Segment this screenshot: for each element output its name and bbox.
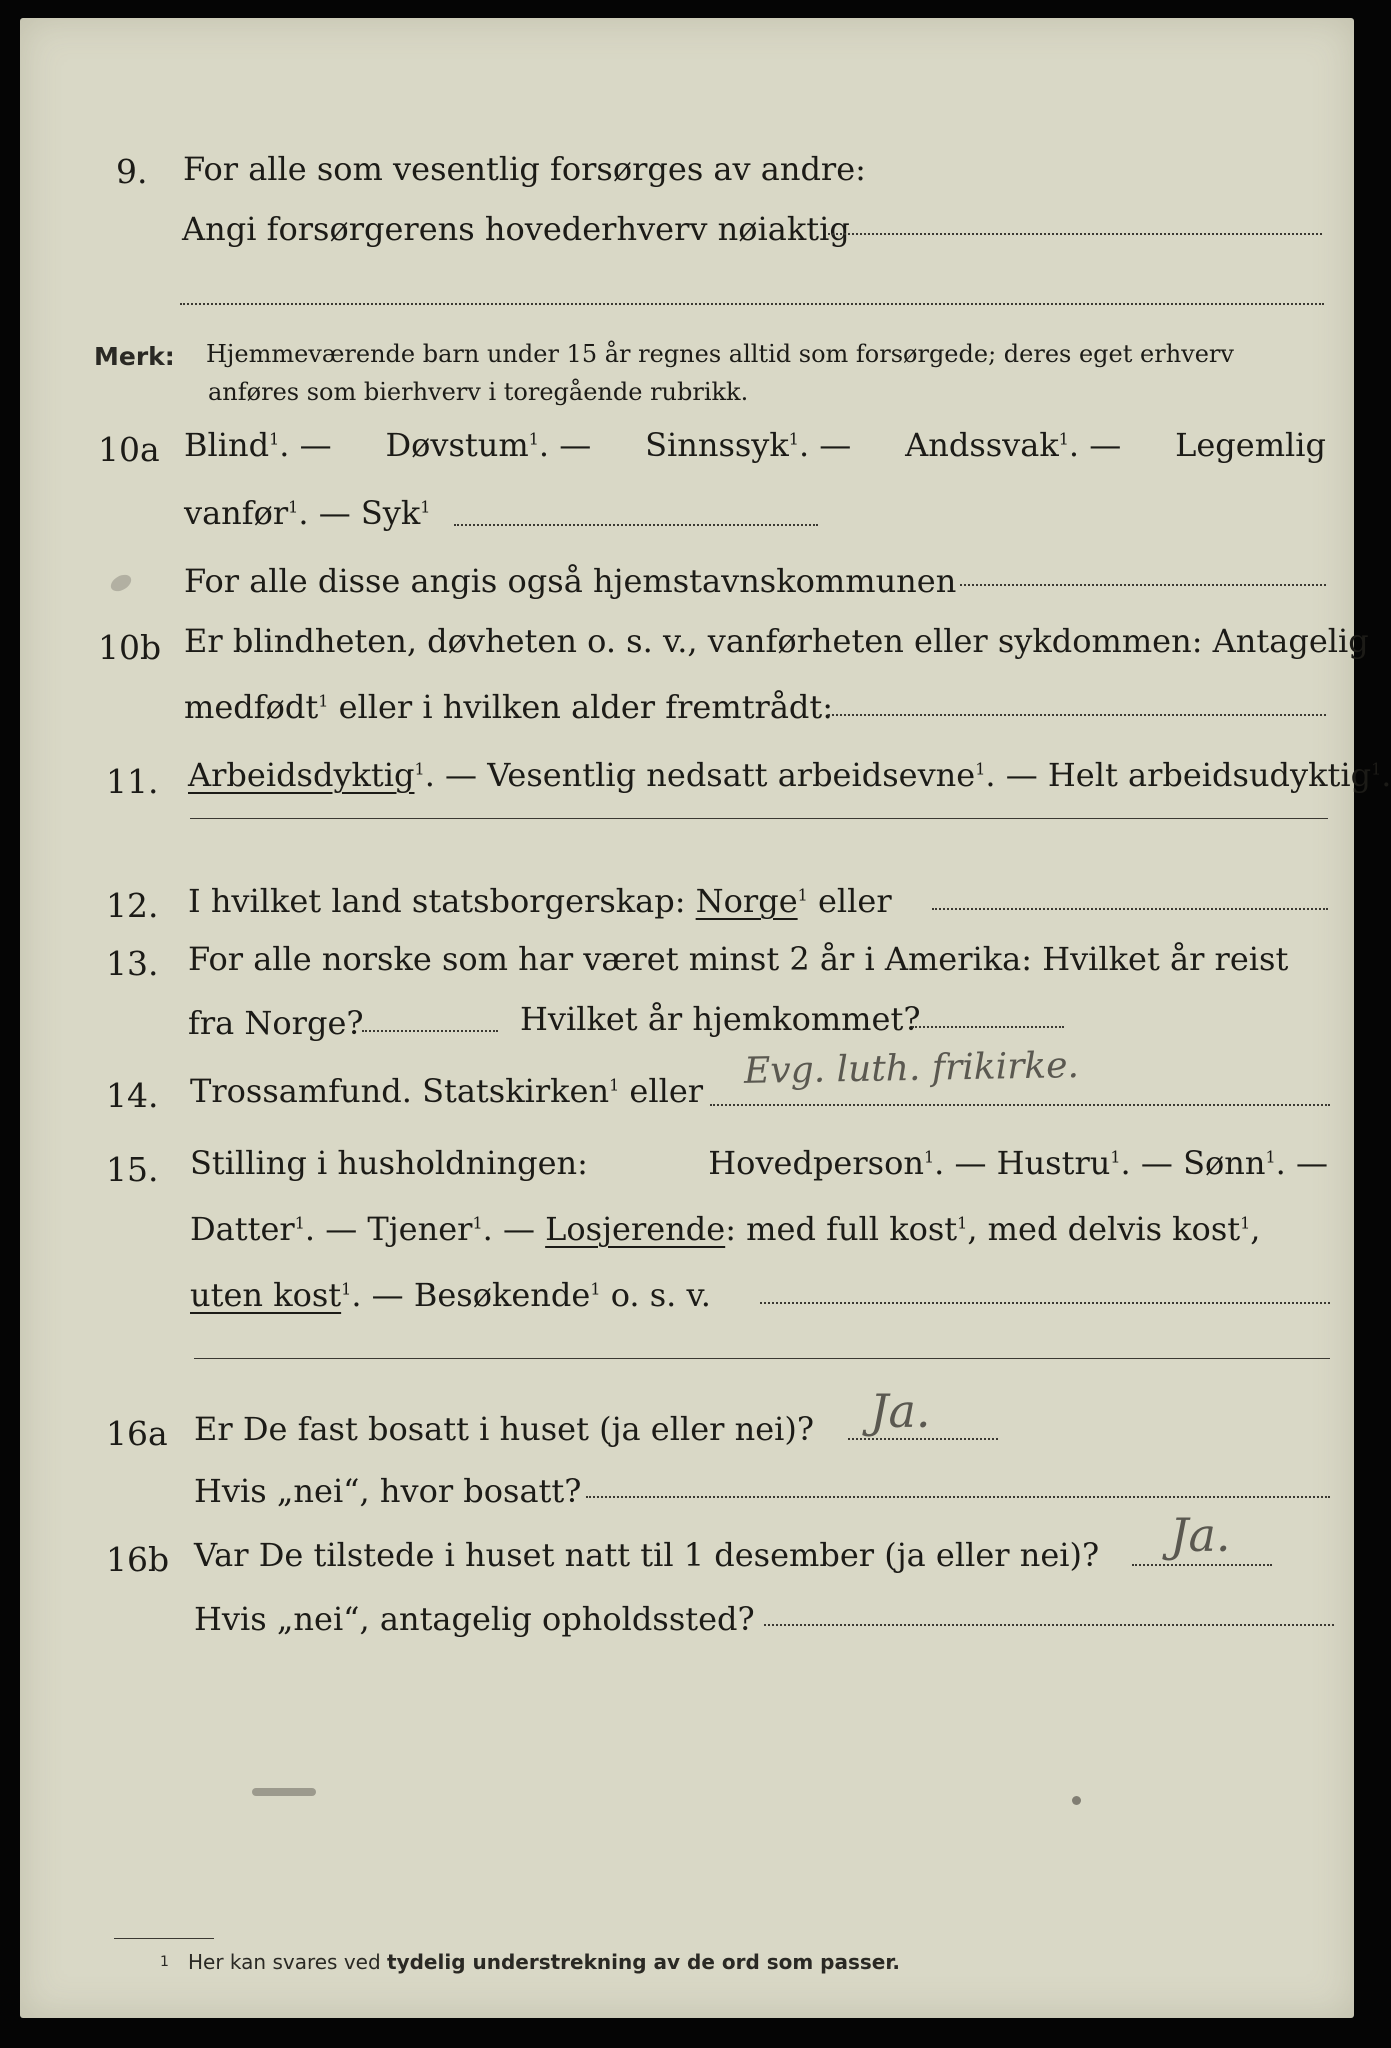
q10a-number: 10a: [98, 430, 160, 469]
q11-answer-line: [190, 818, 1328, 819]
q16a-number: 16a: [106, 1414, 168, 1453]
q11-number: 11.: [106, 762, 159, 801]
q14-handwritten-answer: Evg. luth. frikirke.: [743, 1045, 1080, 1092]
q16a-handwritten-answer: Ja.: [870, 1384, 931, 1438]
q9-line2: Angi forsørgerens hovederhverv nøiaktig: [182, 210, 850, 248]
q9-answer-line-2: [180, 303, 1324, 305]
q10a-dovstum: Døvstum: [385, 426, 529, 464]
footnote-mark: 1: [160, 1954, 169, 1970]
footnote-rule: [114, 1938, 214, 1939]
q16a-answer-line: [848, 1438, 998, 1440]
q10a-andssvak: Andssvak: [905, 426, 1059, 464]
q13-fra-norge: fra Norge?: [188, 1004, 364, 1042]
q15-number: 15.: [106, 1150, 159, 1189]
q9-line1: For alle som vesentlig forsørges av andre:: [183, 150, 866, 188]
q15-uten-kost: uten kost: [190, 1276, 342, 1314]
q16b-handwritten-answer: Ja.: [1170, 1508, 1231, 1562]
q10a-syk-line: [454, 524, 818, 526]
q13-reist-line: [362, 1030, 498, 1032]
q15-line2: Datter$^1$. — Tjener$^1$. — Losjerende: med full kost$^1$, med delvis kost$^1$,: [190, 1210, 1261, 1248]
q10a-line3: For alle disse angis også hjemstavnskommunen: [184, 562, 957, 600]
q11-arbeidsdyktig: Arbeidsdyktig: [188, 756, 415, 794]
q16b-line2: Hvis „nei“, antagelig opholdssted?: [194, 1600, 755, 1638]
q10b-number: 10b: [98, 628, 162, 667]
merk-line1: Hjemmeværende barn under 15 år regnes alltid som forsørgede; deres eget erhverv: [206, 340, 1234, 368]
merk-line2: anføres som bierhverv i toregående rubrikk.: [208, 378, 749, 406]
q15-line1: Stilling i husholdningen: Hovedperson$^1$. — Hustru$^1$. — Sønn$^1$. —: [190, 1144, 1328, 1182]
q15-losjerende: Losjerende: [545, 1210, 726, 1248]
q16a-line1: Er De fast bosatt i huset (ja eller nei)?: [194, 1410, 815, 1448]
q10b-line2: medfødt$^1$ eller i hvilken alder fremtrådt:: [184, 688, 834, 726]
q10b-answer-line: [828, 714, 1326, 716]
q10a-line1: Blind$^1$. — Døvstum$^1$. — Sinnssyk$^1$. — Andssvak$^1$. — Legemlig: [184, 426, 1326, 464]
q14-number: 14.: [106, 1076, 159, 1115]
q13-hjemkommet: Hvilket år hjemkommet?: [520, 1000, 921, 1038]
pen-mark: [108, 571, 134, 594]
q13-number: 13.: [106, 944, 159, 983]
q10a-blind: Blind: [184, 426, 270, 464]
q13-line1: For alle norske som har været minst 2 år i Amerika: Hvilket år reist: [188, 940, 1289, 978]
q16b-number: 16b: [106, 1540, 170, 1579]
ink-dot: [1072, 1796, 1081, 1805]
q12-answer-line: [932, 908, 1328, 910]
q16b-answer-line: [1132, 1564, 1272, 1566]
q12-number: 12.: [106, 886, 159, 925]
q16b-line1: Var De tilstede i huset natt til 1 desember (ja eller nei)?: [194, 1536, 1100, 1574]
q9-answer-line: [828, 233, 1322, 235]
q15-line3: uten kost$^1$. — Besøkende$^1$ o. s. v.: [190, 1276, 711, 1314]
q16a-bosatt-line: [586, 1496, 1330, 1498]
q14-line: Trossamfund. Statskirken$^1$ eller: [190, 1072, 704, 1110]
merk-label: Merk:: [94, 342, 175, 371]
q12-norge: Norge: [695, 882, 798, 920]
q11-line1: Arbeidsdyktig$^1$. — Vesentlig nedsatt arbeidsevne$^1$. — Helt arbeidsudyktig$^1$.: [188, 756, 1391, 794]
q16a-line2: Hvis „nei“, hvor bosatt?: [194, 1472, 582, 1510]
q9-number: 9.: [116, 152, 148, 191]
q10a-sinnssyk: Sinnssyk: [645, 426, 789, 464]
form-page: [20, 18, 1391, 2018]
q15-answer-line-2: [194, 1358, 1330, 1359]
q10b-line1: Er blindheten, døvheten o. s. v., vanførheten eller sykdommen: Antagelig: [184, 622, 1369, 660]
q14-answer-line: [710, 1104, 1330, 1106]
ink-smudge: [252, 1788, 316, 1796]
q10a-hjemstavn-line: [960, 584, 1326, 586]
footnote-text: Her kan svares ved tydelig understrekning av de ord som passer.: [188, 1950, 900, 1974]
q10a-legemlig: Legemlig: [1175, 426, 1326, 464]
q15-answer-line: [760, 1302, 1330, 1304]
q10a-line2: vanfør$^1$. — Syk$^1$: [184, 494, 431, 532]
q12-line: I hvilket land statsborgerskap: Norge$^1$ eller: [188, 882, 892, 920]
q13-hjemkommet-line: [912, 1026, 1064, 1028]
q16b-opholdssted-line: [764, 1624, 1334, 1626]
